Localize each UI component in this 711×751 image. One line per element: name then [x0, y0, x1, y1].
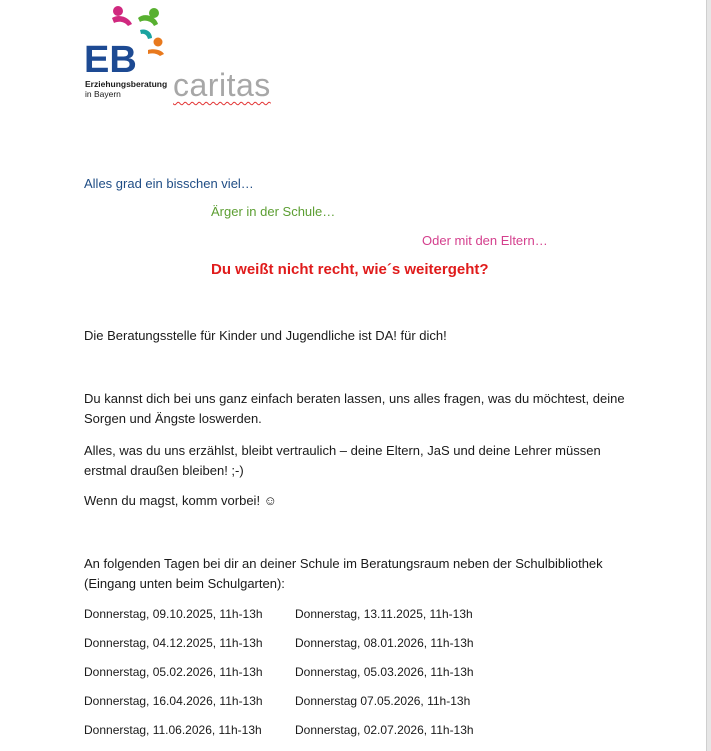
- page-edge: [706, 0, 711, 751]
- headline: Du weißt nicht recht, wie´s weitergeht?: [211, 261, 489, 278]
- paragraph-2-line-1: Alles, was du uns erzählst, bleibt vertraulich – deine Eltern, JaS und deine Lehrer müssen: [84, 443, 601, 458]
- date-right-4: Donnerstag 07.05.2026, 11h-13h: [295, 694, 471, 708]
- paragraph-2-line-2: erstmal draußen bleiben! ;-): [84, 463, 244, 478]
- date-right-1: Donnerstag, 13.11.2025, 11h-13h: [295, 607, 473, 621]
- schedule-intro-line-1: An folgenden Tagen bei dir an deiner Schule im Beratungsraum neben der Schulbibliothek: [84, 556, 603, 571]
- eb-logo-graphic: [82, 4, 168, 80]
- date-left-2: Donnerstag, 04.12.2025, 11h-13h: [84, 636, 263, 650]
- date-left-4: Donnerstag, 16.04.2026, 11h-13h: [84, 694, 263, 708]
- hook-line-3: Oder mit den Eltern…: [422, 233, 548, 248]
- eb-logo: [82, 4, 168, 100]
- date-left-3: Donnerstag, 05.02.2026, 11h-13h: [84, 665, 263, 679]
- schedule-intro-line-2: (Eingang unten beim Schulgarten):: [84, 576, 285, 591]
- logo-subtitle-line1: Erziehungsberatung: [85, 79, 168, 89]
- hook-line-1: Alles grad ein bisschen viel…: [84, 176, 254, 191]
- date-left-5: Donnerstag, 11.06.2026, 11h-13h: [84, 723, 262, 737]
- logo-letters: EB: [84, 39, 137, 80]
- date-right-5: Donnerstag, 02.07.2026, 11h-13h: [295, 723, 474, 737]
- date-left-1: Donnerstag, 09.10.2025, 11h-13h: [84, 607, 263, 621]
- intro-text: Die Beratungsstelle für Kinder und Jugendliche ist DA! für dich!: [84, 328, 447, 343]
- logo-subtitle-line2: in Bayern: [85, 88, 121, 99]
- date-right-3: Donnerstag, 05.03.2026, 11h-13h: [295, 665, 474, 679]
- paragraph-3: Wenn du magst, komm vorbei! ☺: [84, 493, 277, 508]
- caritas-wordmark: caritas: [173, 67, 271, 103]
- logo-subtitle: [85, 80, 167, 99]
- paragraph-1-line-1: Du kannst dich bei uns ganz einfach beraten lassen, uns alles fragen, was du möchtest, deine: [84, 391, 625, 406]
- hook-line-2: Ärger in der Schule…: [211, 204, 336, 219]
- date-right-2: Donnerstag, 08.01.2026, 11h-13h: [295, 636, 474, 650]
- paragraph-1-line-2: Sorgen und Ängste loswerden.: [84, 411, 262, 426]
